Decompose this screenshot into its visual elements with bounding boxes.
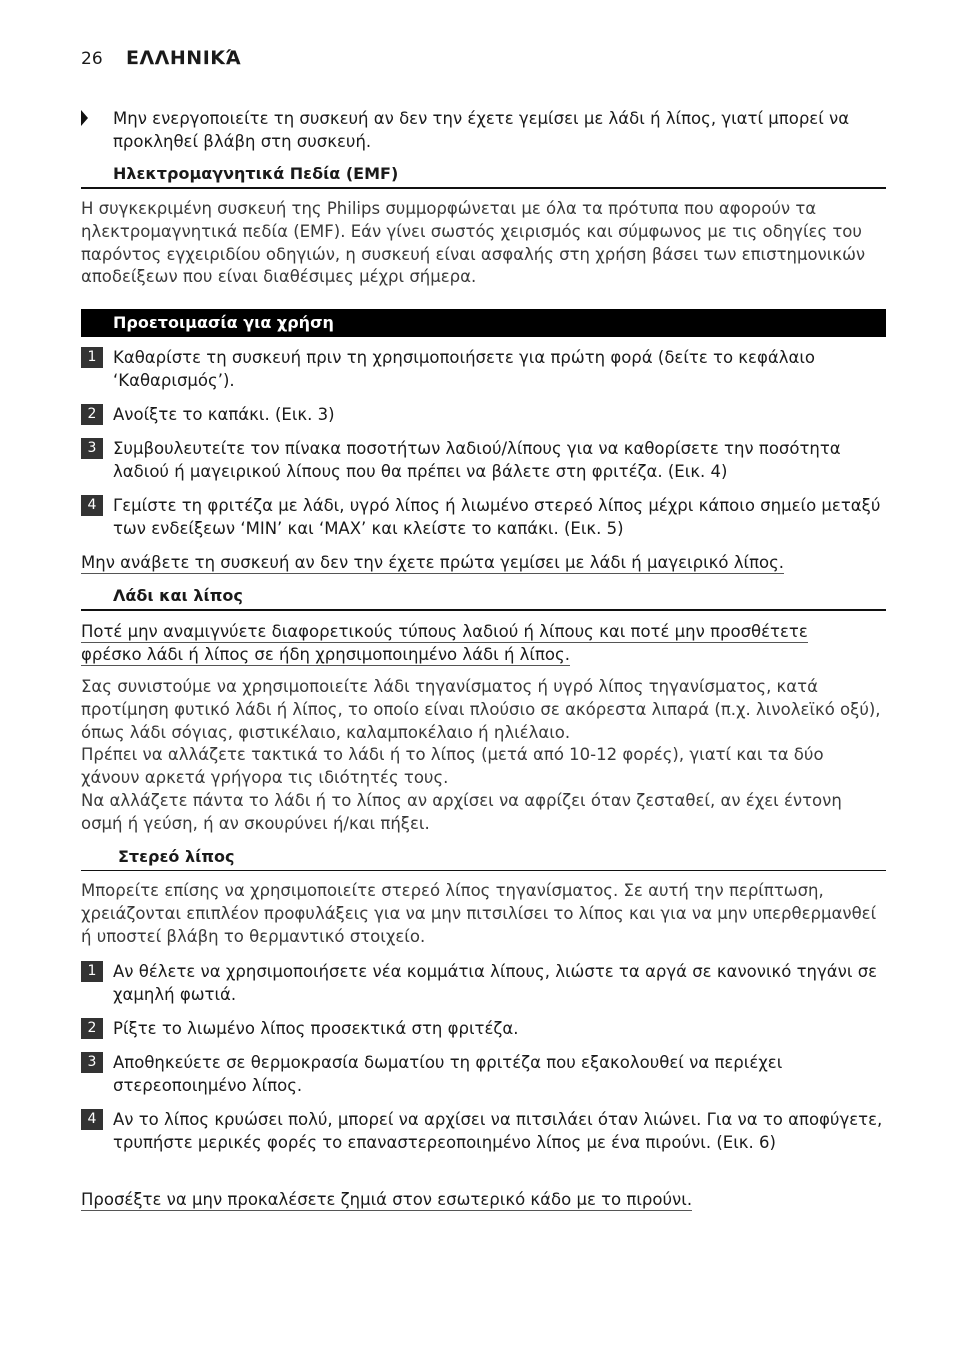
intro-warning: Μην ενεργοποιείτε τη συσκευή αν δεν την έχετε γεμίσει με λάδι ή λίπος, γιατί μπορεί να προκληθεί βλάβη στη συσκευή. (113, 109, 850, 151)
step-number: 1 (81, 347, 103, 368)
bullet-icon (80, 109, 90, 127)
emf-divider (81, 187, 886, 189)
step-text: Συμβουλευτείτε τον πίνακα ποσοτήτων λαδιού/λίπους για να καθορίσετε την ποσότητα λαδιού ή μαγειρικού λίπους που θα πρέπει να βάλετε στη φριτέζα. (Εικ. 4) (113, 439, 841, 481)
language-title: ΕΛΛΗΝΙΚΆ (126, 47, 242, 69)
step-text: Ανοίξτε το καπάκι. (Εικ. 3) (113, 405, 335, 424)
step-text: Αποθηκεύετε σε θερμοκρασία δωματίου τη φριτέζα που εξακολουθεί να περιέχει στερεοποιημένο λίπος. (113, 1053, 783, 1095)
step-text: Γεμίστε τη φριτέζα με λάδι, υγρό λίπος ή λιωμένο στερεό λίπος μέχρι κάποιο σημείο μεταξύ των ενδείξεων ‘MIN’ και ‘MAX’ και κλείστε το καπάκι. (Εικ. 5) (113, 496, 881, 538)
oil-body: Σας συνιστούμε να χρησιμοποιείτε λάδι τηγανίσματος ή υγρό λίπος τηγανίσματος, κατά προτίμηση φυτικό λάδι ή λίπος, το οποίο είναι πλούσιο σε ακόρεστα λιπαρά (π.χ. λινολεϊκό οξύ), όπως λάδι σόγιας, φιστικέλαιο, καλαμποκέλαιο ή ηλιέλαιο. Πρέπει να αλλάζετε τακτικά το λάδι ή το λίπος (μετά από 10-12 φορές), γιατί και τα δύο χάνουν αρκετά γρήγορα τις ιδιότητές τους. Να αλλάζετε πάντα το λάδι ή το λίπος αν αρχίσει να αφρίζει όταν ζεσταθεί, αν έχει έντονη οσμή ή γεύση, ή αν σκουρύνει ή/και πήξει. (81, 677, 881, 833)
solid-body: Μπορείτε επίσης να χρησιμοποιείτε στερεό λίπος τηγανίσματος. Σε αυτή την περίπτωση, χρειάζονται επιπλέον προφυλάξεις για να μην πιτσιλίσει το λίπος και για να μην υπερθερμανθεί ή υποστεί βλάβη το θερμαντικό στοιχείο. (81, 881, 877, 946)
step-number: 1 (81, 961, 103, 982)
step-text: Αν το λίπος κρυώσει πολύ, μπορεί να αρχίσει να πιτσιλάει όταν λιώνει. Για να το αποφύγετε, τρυπήστε μερικές φορές το επαναστερεοποιημένο λίπος με ένα πιρούνι. (Εικ. 6) (113, 1110, 883, 1152)
page-number: 26 (81, 49, 103, 69)
emf-body: Η συγκεκριμένη συσκευή της Philips συμμορφώνεται με όλα τα πρότυπα που αφορούν τα ηλεκτρομαγνητικά πεδία (EMF). Εάν γίνει σωστός χειρισμός και σύμφωνος με τις οδηγίες του παρόντος εγχειριδίου οδηγιών, η συσκευή είναι ασφαλής στη χρήση βάσει των επιστημονικών αποδείξεων που είναι διαθέσιμες μέχρι σήμερα. (81, 199, 866, 287)
oil-warning-line1 (81, 620, 808, 643)
step-number: 3 (81, 438, 103, 459)
oil-warning-line2 (81, 643, 570, 666)
oil-divider (81, 609, 886, 611)
prep-heading: Προετοιμασία για χρήση (113, 313, 334, 332)
oil-heading: Λάδι και λίπος (113, 586, 243, 605)
step-text: Αν θέλετε να χρησιμοποιήσετε νέα κομμάτια λίπους, λιώστε τα αργά σε κανονικό τηγάνι σε χαμηλή φωτιά. (113, 962, 878, 1004)
step-number: 4 (81, 1109, 103, 1130)
solid-warning-text: Προσέξτε να μην προκαλέσετε ζημιά στον εσωτερικό κάδο με το πιρούνι. (81, 1190, 693, 1209)
prep-warning-text: Μην ανάβετε τη συσκευή αν δεν την έχετε πρώτα γεμίσει με λάδι ή μαγειρικό λίπος. (81, 553, 785, 572)
step-number: 2 (81, 1018, 103, 1039)
emf-heading: Ηλεκτρομαγνητικά Πεδία (EMF) (113, 164, 399, 183)
oil-warning-text-1: Ποτέ μην αναμιγνύετε διαφορετικούς τύπους λαδιού ή λίπους και ποτέ μην προσθέτετε (81, 622, 808, 641)
step-number: 2 (81, 404, 103, 425)
prep-heading-bar (81, 309, 886, 337)
solid-divider (81, 870, 886, 871)
step-number: 4 (81, 495, 103, 516)
step-number: 3 (81, 1052, 103, 1073)
solid-heading: Στερεό λίπος (118, 847, 235, 866)
oil-warning-text-2: φρέσκο λάδι ή λίπος σε ήδη χρησιμοποιημένο λάδι ή λίπος. (81, 645, 570, 664)
solid-warning (81, 1188, 692, 1211)
step-text: Καθαρίστε τη συσκευή πριν τη χρησιμοποιήσετε για πρώτη φορά (δείτε το κεφάλαιο ‘Καθαρισμός’). (113, 348, 816, 390)
prep-warning (81, 551, 784, 574)
step-text: Ρίξτε το λιωμένο λίπος προσεκτικά στη φριτέζα. (113, 1019, 519, 1038)
